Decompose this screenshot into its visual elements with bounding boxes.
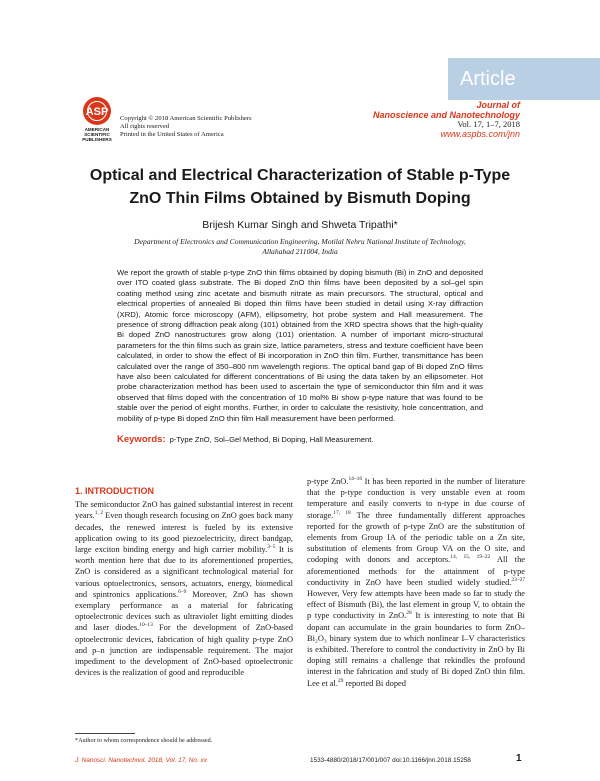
citation[interactable]: 3–5 bbox=[267, 544, 276, 551]
citation[interactable]: 6–9 bbox=[178, 589, 187, 596]
citation[interactable]: 17, 18 bbox=[333, 509, 351, 516]
article-label: Article bbox=[448, 58, 600, 100]
journal-volume: Vol. 17, 1–7, 2018 bbox=[457, 119, 520, 130]
asp-logo-icon bbox=[78, 96, 116, 142]
citation[interactable]: 28 bbox=[406, 610, 412, 617]
title-line: Optical and Electrical Characterization of Stable p-Type bbox=[89, 167, 511, 184]
keywords-list: p-Type ZnO, Sol–Gel Method, Bi Doping, Hall Measurement. bbox=[169, 435, 374, 444]
body-column-left bbox=[75, 486, 293, 678]
publisher-logo bbox=[78, 96, 116, 147]
paragraph: p-type ZnO.$^{14-16}$ It has been reported in the number of literature that the p-type conduction is very unstable even at room temperature and easily converts to n-type in due course of storage.$^{17, 18}$ The three fundamentally different approaches reported for the growth of p-type ZnO are the substitution of elements from Group IA of the periodic table on a Zn site, substitution of elements from Group VA on the O site, and codoping with donors and acceptors.$^{14, 15, 19-22}$ All the aforementioned methods for the attainment of p-type conductivity in ZnO have been studied widely studied.$^{23-27}$ However, Very few attempts have been made so far to study the effect of Bismuth (Bi), the last element in group V, to obtain the p type conductivity in ZnO.$^{28}$ It is interesting to note that Bi dopant can accumulate in the grain boundaries to form ZnO–Bi₂O₃ binary system due to which nonlinear I–V characteristics is exhibited. Therefore to control the conductivity in ZnO by Bi doping still remains a challenge that rekindles the profound interest in the fabrication and study of Bi doped ZnO thin film. Lee et al.$^{29}$ reported Bi doped bbox=[307, 476, 525, 688]
citation[interactable]: 14, 15, 19–22 bbox=[450, 554, 491, 561]
citation[interactable]: 29 bbox=[337, 677, 344, 684]
citation[interactable]: 1, 2 bbox=[94, 510, 103, 517]
citation[interactable]: 23–27 bbox=[511, 577, 525, 584]
journal-url[interactable]: www.aspbs.com/jnn bbox=[440, 128, 520, 139]
authors: Brijesh Kumar Singh and Shweta Tripathi* bbox=[202, 219, 398, 231]
copyright-line: Copyright © 2018 American Scientific Publishers bbox=[120, 115, 252, 122]
copyright-notice bbox=[120, 115, 252, 140]
footnote-divider bbox=[75, 733, 135, 734]
paragraph: The semiconductor ZnO has gained substantial interest in recent years.$^{1, 2}$ Even though research focusing on ZnO goes back many decades, the renewed interest is fueled by its extensive application owing to its good piezoelectricity, direct bandgap, large exciton binding energy and high carrier mobility.$^{3-5}$ It is worth mention here that due to its aforementioned properties, ZnO is considered as a significant technological material for various optoelectronics, sensors, actuators, energy, biomedical and spintronics applications.$^{6-9}$ Moreover, ZnO has shown exemplary performance as a material for fabricating optoelectronic devices such as ultraviolet light emitting diodes and laser diodes.$^{10-13}$ For the development of ZnO-based optoelectronic devices, fabrication of high quality p-type ZnO and p–n junction are indispensable requirement. The major impediment to the development of ZnO-based optoelectronic devices is the realization of good and reproducible bbox=[75, 500, 294, 678]
copyright-line: All rights reserved bbox=[120, 123, 170, 131]
publisher-line: AMERICAN bbox=[84, 127, 110, 132]
copyright-line: Printed in the United States of America bbox=[120, 131, 224, 139]
publisher-line: PUBLISHERS bbox=[82, 137, 112, 142]
paper-title bbox=[60, 164, 540, 210]
title-line: ZnO Thin Films Obtained by Bismuth Doping bbox=[129, 190, 471, 207]
affiliation-line: Allahabad 211004, India bbox=[262, 247, 338, 256]
body-column-right bbox=[307, 476, 525, 689]
affiliation-line: Department of Electronics and Communication Engineering, Motilal Nehru National Institute of Technology, bbox=[134, 237, 466, 246]
logo-text: ASP bbox=[85, 106, 109, 118]
abstract: We report the growth of stable p-type ZnO thin films obtained by doping bismuth (Bi) in ZnO and deposited over ITO coated glass substrate. The Bi doped ZnO thin films have been deposited by a sol–gel spin coating method using zinc acetate and bismuth nitrate as main precursors. The structural, optical and electrical properties of annealed Bi doped thin films have been studied in detail using X-ray diffraction (XRD), Atomic force microscopy (AFM), ellipsometry, hot probe system and Hall measurement. The presence of strong diffraction peak along (101) obtained from the XRD spectra shows that the high-quality Bi doped ZnO nanostructures grow along (101) orientation. A number of important micro-structural parameters for the thin films such as grain size, lattice parameters, stress and texture coefficient have been calculated, in order to show the effect of Bi incorporation in ZnO thin film. Further, transmittance has been calculated over the range of 350–800 nm wavelength regions. The optical band gap of Bi doped ZnO films have also been calculated for different concentrations of Bi using the data taken by an ellipsometer. Hot probe characterization method has been used to ascertain the type of semiconductor thin film and it was observed that films doped with the concentration of 10 mol% Bi show p-type nature that was found to be stable over the period of eight months. Further, in order to calculate the resistivity, hole concentration, and mobility of p-type Bi doped ZnO thin film Hall measurement have been performed. bbox=[117, 268, 483, 423]
keywords bbox=[117, 434, 497, 445]
publisher-line: SCIENTIFIC bbox=[84, 132, 110, 137]
journal-info bbox=[373, 101, 520, 139]
citation[interactable]: 14–16 bbox=[348, 476, 363, 483]
footer-doi[interactable]: 1533-4880/2018/17/001/007 doi:10.1166/jnn.2018.15258 bbox=[310, 757, 471, 764]
section-heading: 1. INTRODUCTION bbox=[75, 486, 155, 496]
affiliation bbox=[110, 237, 490, 257]
journal-name-line1: Journal of bbox=[476, 100, 520, 110]
citation[interactable]: 10–13 bbox=[139, 622, 153, 629]
page-number: 1 bbox=[516, 753, 522, 764]
footer-journal-ref: J. Nanosci. Nanotechnol. 2018, Vol. 17, No. xx bbox=[75, 757, 207, 764]
keywords-label: Keywords: bbox=[117, 434, 166, 445]
footnote: *Author to whom correspondence should be addressed. bbox=[75, 737, 213, 744]
journal-name-line2: Nanoscience and Nanotechnology bbox=[372, 109, 520, 120]
